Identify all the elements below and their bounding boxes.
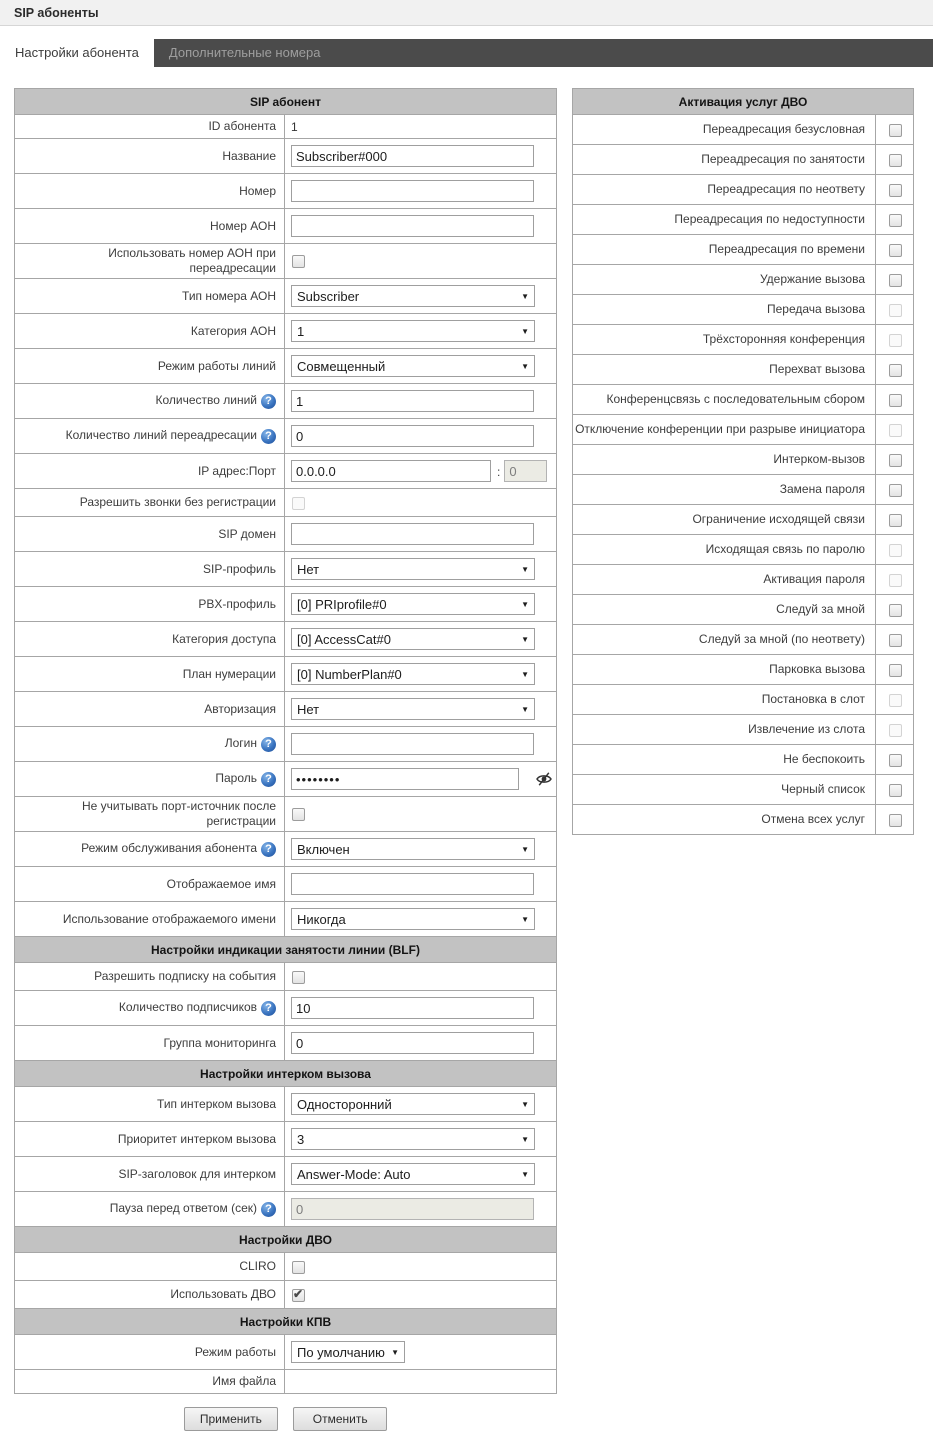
form-title: SIP абонент	[15, 89, 557, 115]
select-input[interactable]	[291, 1341, 405, 1363]
page-title: SIP абоненты	[0, 0, 933, 26]
service-label: Отмена всех услуг	[761, 812, 865, 826]
service-label: Парковка вызова	[769, 662, 865, 676]
service-label: Перехват вызова	[769, 362, 865, 376]
subscriber-form-panel	[14, 88, 557, 1451]
ip-address-input[interactable]	[291, 460, 491, 482]
selected-value: 1	[297, 323, 305, 339]
field-row	[15, 692, 557, 727]
field-row	[15, 657, 557, 692]
service-checkbox[interactable]	[889, 484, 902, 497]
chevron-down-icon: ▼	[521, 669, 529, 679]
service-row	[573, 115, 914, 145]
service-checkbox[interactable]	[889, 304, 902, 317]
service-label: Отключение конференции при разрыве инициатора	[575, 422, 865, 436]
field-row	[15, 454, 557, 489]
select-input[interactable]	[291, 593, 535, 615]
checkbox[interactable]	[292, 255, 305, 268]
field-label: Номер	[239, 183, 276, 198]
chevron-down-icon: ▼	[391, 1347, 399, 1357]
field-row	[15, 174, 557, 209]
service-checkbox[interactable]	[889, 604, 902, 617]
field-row	[15, 727, 557, 762]
chevron-down-icon: ▼	[521, 564, 529, 574]
service-checkbox[interactable]	[889, 514, 902, 527]
text-input[interactable]	[291, 145, 534, 167]
service-label: Извлечение из слота	[748, 722, 865, 736]
service-label: Исходящая связь по паролю	[705, 542, 865, 556]
field-label: ID абонента	[208, 119, 276, 133]
field-row	[15, 1192, 557, 1227]
field-row	[15, 832, 557, 867]
service-checkbox[interactable]	[889, 664, 902, 677]
field-row	[15, 1335, 557, 1370]
service-label: Следуй за мной (по неответу)	[698, 632, 865, 646]
service-row	[573, 505, 914, 535]
field-row	[15, 1157, 557, 1192]
field-label: Количество линий	[155, 393, 257, 408]
service-checkbox[interactable]	[889, 724, 902, 737]
section-title: Настройки КПВ	[15, 1309, 557, 1335]
field-label: Категория доступа	[172, 631, 276, 646]
service-label: Черный список	[781, 782, 865, 796]
select-input[interactable]	[291, 355, 535, 377]
field-label: Количество линий переадресации	[65, 428, 257, 443]
field-row	[15, 384, 557, 419]
service-checkbox[interactable]	[889, 544, 902, 557]
field-label: PBX-профиль	[198, 596, 276, 611]
service-checkbox[interactable]	[889, 454, 902, 467]
field-row	[15, 115, 557, 139]
field-row	[15, 139, 557, 174]
service-checkbox[interactable]	[889, 364, 902, 377]
service-row	[573, 745, 914, 775]
service-label: Передача вызова	[766, 302, 865, 316]
service-label: Трёхсторонняя конференция	[702, 332, 865, 346]
selected-value: Включен	[297, 841, 350, 857]
service-row	[573, 475, 914, 505]
service-checkbox[interactable]	[889, 154, 902, 167]
service-checkbox[interactable]	[889, 784, 902, 797]
ip-port-separator: :	[497, 464, 501, 479]
selected-value: [0] AccessCat#0	[297, 631, 391, 647]
section-title: Настройки ДВО	[15, 1227, 557, 1253]
field-label: Количество подписчиков	[118, 1000, 257, 1015]
service-checkbox[interactable]	[889, 274, 902, 287]
service-label: Интерком-вызов	[773, 452, 865, 466]
field-label: Режим обслуживания абонента	[81, 841, 257, 856]
field-row	[15, 622, 557, 657]
services-table	[572, 88, 914, 835]
port-input[interactable]	[504, 460, 547, 482]
selected-value: [0] PRIprofile#0	[297, 596, 387, 612]
field-label: Пауза перед ответом (сек)	[109, 1201, 257, 1216]
text-input[interactable]	[291, 390, 534, 412]
field-row	[15, 762, 557, 797]
section-header-row	[15, 1061, 557, 1087]
form-title-row	[15, 89, 557, 115]
field-label: SIP-заголовок для интерком	[118, 1166, 276, 1181]
checkbox[interactable]	[292, 808, 305, 821]
help-icon[interactable]: ?	[261, 737, 276, 752]
section-header-row	[15, 937, 557, 963]
service-checkbox[interactable]	[889, 244, 902, 257]
service-checkbox[interactable]	[889, 214, 902, 227]
field-row	[15, 209, 557, 244]
select-input[interactable]	[291, 1093, 535, 1115]
selected-value: Никогда	[297, 911, 346, 927]
field-label: Группа мониторинга	[163, 1035, 276, 1050]
chevron-down-icon: ▼	[521, 291, 529, 301]
selected-value: Совмещенный	[297, 358, 386, 374]
services-title-row	[573, 89, 914, 115]
selected-value: По умолчанию	[297, 1344, 385, 1360]
select-input[interactable]	[291, 698, 535, 720]
select-input[interactable]	[291, 1128, 535, 1150]
select-input[interactable]	[291, 1163, 535, 1185]
field-label: Авторизация	[204, 701, 276, 716]
field-label: Режим работы линий	[157, 358, 276, 373]
selected-value: Subscriber	[297, 288, 360, 304]
field-value: 1	[291, 119, 298, 134]
field-label: Отображаемое имя	[166, 876, 276, 891]
services-panel	[572, 88, 914, 835]
checkbox[interactable]	[292, 497, 305, 510]
field-label: Использовать ДВО	[170, 1287, 276, 1301]
service-row	[573, 145, 914, 175]
field-row	[15, 1281, 557, 1309]
service-checkbox[interactable]	[889, 124, 902, 137]
chevron-down-icon: ▼	[521, 326, 529, 336]
field-row	[15, 587, 557, 622]
service-row	[573, 235, 914, 265]
services-title: Активация услуг ДВО	[573, 89, 914, 115]
chevron-down-icon: ▼	[521, 1134, 529, 1144]
select-input[interactable]	[291, 320, 535, 342]
field-label: CLIRO	[239, 1259, 276, 1273]
field-label: Пароль	[215, 771, 257, 786]
tab-subscriber-settings[interactable]: Настройки абонента	[0, 39, 154, 67]
cancel-button[interactable]: Отменить	[293, 1407, 387, 1431]
section-title: Настройки интерком вызова	[15, 1061, 557, 1087]
field-row	[15, 1122, 557, 1157]
field-row	[15, 489, 557, 517]
field-row	[15, 1370, 557, 1394]
text-input[interactable]	[291, 733, 534, 755]
field-row	[15, 279, 557, 314]
service-row	[573, 685, 914, 715]
field-row	[15, 867, 557, 902]
service-checkbox[interactable]	[889, 394, 902, 407]
field-row	[15, 1253, 557, 1281]
field-label: Приоритет интерком вызова	[117, 1131, 276, 1146]
selected-value: Односторонний	[297, 1096, 392, 1112]
field-row	[15, 244, 557, 279]
service-row	[573, 805, 914, 835]
field-label: Режим работы	[194, 1344, 276, 1359]
service-row	[573, 775, 914, 805]
tab-bar	[0, 39, 933, 67]
service-row	[573, 655, 914, 685]
service-checkbox[interactable]	[889, 184, 902, 197]
service-row	[573, 175, 914, 205]
service-checkbox[interactable]	[889, 424, 902, 437]
service-row	[573, 355, 914, 385]
service-checkbox[interactable]	[889, 814, 902, 827]
field-label: Использовать номер АОН при переадресации	[108, 246, 276, 275]
service-row	[573, 325, 914, 355]
field-row	[15, 963, 557, 991]
help-icon[interactable]: ?	[261, 429, 276, 444]
service-label: Замена пароля	[779, 482, 865, 496]
field-label: План нумерации	[182, 666, 276, 681]
field-label: Название	[222, 148, 276, 163]
select-input[interactable]	[291, 628, 535, 650]
help-icon[interactable]: ?	[261, 1202, 276, 1217]
service-row	[573, 595, 914, 625]
field-label: Использование отображаемого имени	[62, 911, 276, 926]
service-label: Постановка в слот	[761, 692, 865, 706]
field-row	[15, 349, 557, 384]
field-label: Разрешить звонки без регистрации	[79, 495, 276, 509]
field-label: IP адрес:Порт	[197, 463, 276, 478]
password-input[interactable]	[291, 768, 519, 790]
checkbox[interactable]	[292, 1261, 305, 1274]
service-row	[573, 415, 914, 445]
field-row	[15, 419, 557, 454]
service-row	[573, 295, 914, 325]
selected-value: Answer-Mode: Auto	[297, 1166, 411, 1182]
text-input[interactable]	[291, 1198, 534, 1220]
help-icon[interactable]: ?	[261, 842, 276, 857]
text-input[interactable]	[291, 1032, 534, 1054]
service-row	[573, 535, 914, 565]
help-icon[interactable]: ?	[261, 772, 276, 787]
help-icon[interactable]: ?	[261, 1001, 276, 1016]
selected-value: [0] NumberPlan#0	[297, 666, 402, 682]
chevron-down-icon: ▼	[521, 1169, 529, 1179]
service-row	[573, 565, 914, 595]
service-row	[573, 445, 914, 475]
service-label: Конференцсвязь с последовательным сбором	[606, 392, 865, 406]
action-buttons	[14, 1407, 557, 1451]
service-checkbox[interactable]	[889, 694, 902, 707]
service-label: Следуй за мной	[776, 602, 865, 616]
service-row	[573, 205, 914, 235]
service-checkbox[interactable]	[889, 634, 902, 647]
field-label: Тип интерком вызова	[157, 1096, 276, 1111]
select-input[interactable]	[291, 663, 535, 685]
text-input[interactable]	[291, 523, 534, 545]
selected-value: Нет	[297, 701, 320, 717]
select-input[interactable]	[291, 838, 535, 860]
field-label: Имя файла	[212, 1374, 276, 1388]
field-label: Разрешить подписку на события	[94, 969, 276, 983]
service-label: Переадресация безусловная	[702, 122, 865, 136]
select-input[interactable]	[291, 558, 535, 580]
text-input[interactable]	[291, 180, 534, 202]
field-row	[15, 991, 557, 1026]
selected-value: 3	[297, 1131, 305, 1147]
service-row	[573, 265, 914, 295]
subscriber-form-table	[14, 88, 557, 1394]
chevron-down-icon: ▼	[521, 704, 529, 714]
service-label: Переадресация по занятости	[701, 152, 865, 166]
text-input[interactable]	[291, 215, 534, 237]
checkbox[interactable]	[292, 1289, 305, 1302]
field-label: Категория АОН	[190, 323, 276, 338]
select-input[interactable]	[291, 285, 535, 307]
service-checkbox[interactable]	[889, 334, 902, 347]
section-title: Настройки индикации занятости линии (BLF)	[15, 937, 557, 963]
text-input[interactable]	[291, 873, 534, 895]
chevron-down-icon: ▼	[521, 361, 529, 371]
toggle-password-visibility-icon[interactable]	[536, 772, 552, 786]
field-label: SIP-профиль	[202, 561, 276, 576]
service-label: Не беспокоить	[783, 752, 865, 766]
content-area	[0, 67, 933, 1451]
service-row	[573, 625, 914, 655]
service-label: Удержание вызова	[759, 272, 865, 286]
service-checkbox[interactable]	[889, 754, 902, 767]
service-label: Ограничение исходящей связи	[692, 512, 865, 526]
service-label: Активация пароля	[763, 572, 865, 586]
section-header-row	[15, 1227, 557, 1253]
field-row	[15, 1026, 557, 1061]
chevron-down-icon: ▼	[521, 599, 529, 609]
chevron-down-icon: ▼	[521, 1099, 529, 1109]
service-row	[573, 715, 914, 745]
apply-button[interactable]: Применить	[184, 1407, 278, 1431]
section-header-row	[15, 1309, 557, 1335]
field-row	[15, 902, 557, 937]
field-row	[15, 314, 557, 349]
checkbox[interactable]	[292, 971, 305, 984]
text-input[interactable]	[291, 425, 534, 447]
tab-additional-numbers[interactable]: Дополнительные номера	[168, 45, 321, 60]
chevron-down-icon: ▼	[521, 914, 529, 924]
text-input[interactable]	[291, 997, 534, 1019]
field-row	[15, 1087, 557, 1122]
service-label: Переадресация по недоступности	[674, 212, 865, 226]
field-label: Не учитывать порт-источник после регистрации	[81, 799, 276, 828]
service-row	[573, 385, 914, 415]
field-label: SIP домен	[218, 526, 276, 541]
field-label: Тип номера АОН	[182, 288, 276, 303]
field-row	[15, 517, 557, 552]
field-label: Логин	[224, 736, 257, 751]
service-label: Переадресация по неответу	[707, 182, 865, 196]
help-icon[interactable]: ?	[261, 394, 276, 409]
field-row	[15, 797, 557, 832]
field-row	[15, 552, 557, 587]
field-label: Номер АОН	[209, 218, 276, 233]
service-checkbox[interactable]	[889, 574, 902, 587]
select-input[interactable]	[291, 908, 535, 930]
service-label: Переадресация по времени	[708, 242, 865, 256]
chevron-down-icon: ▼	[521, 634, 529, 644]
selected-value: Нет	[297, 561, 320, 577]
chevron-down-icon: ▼	[521, 844, 529, 854]
